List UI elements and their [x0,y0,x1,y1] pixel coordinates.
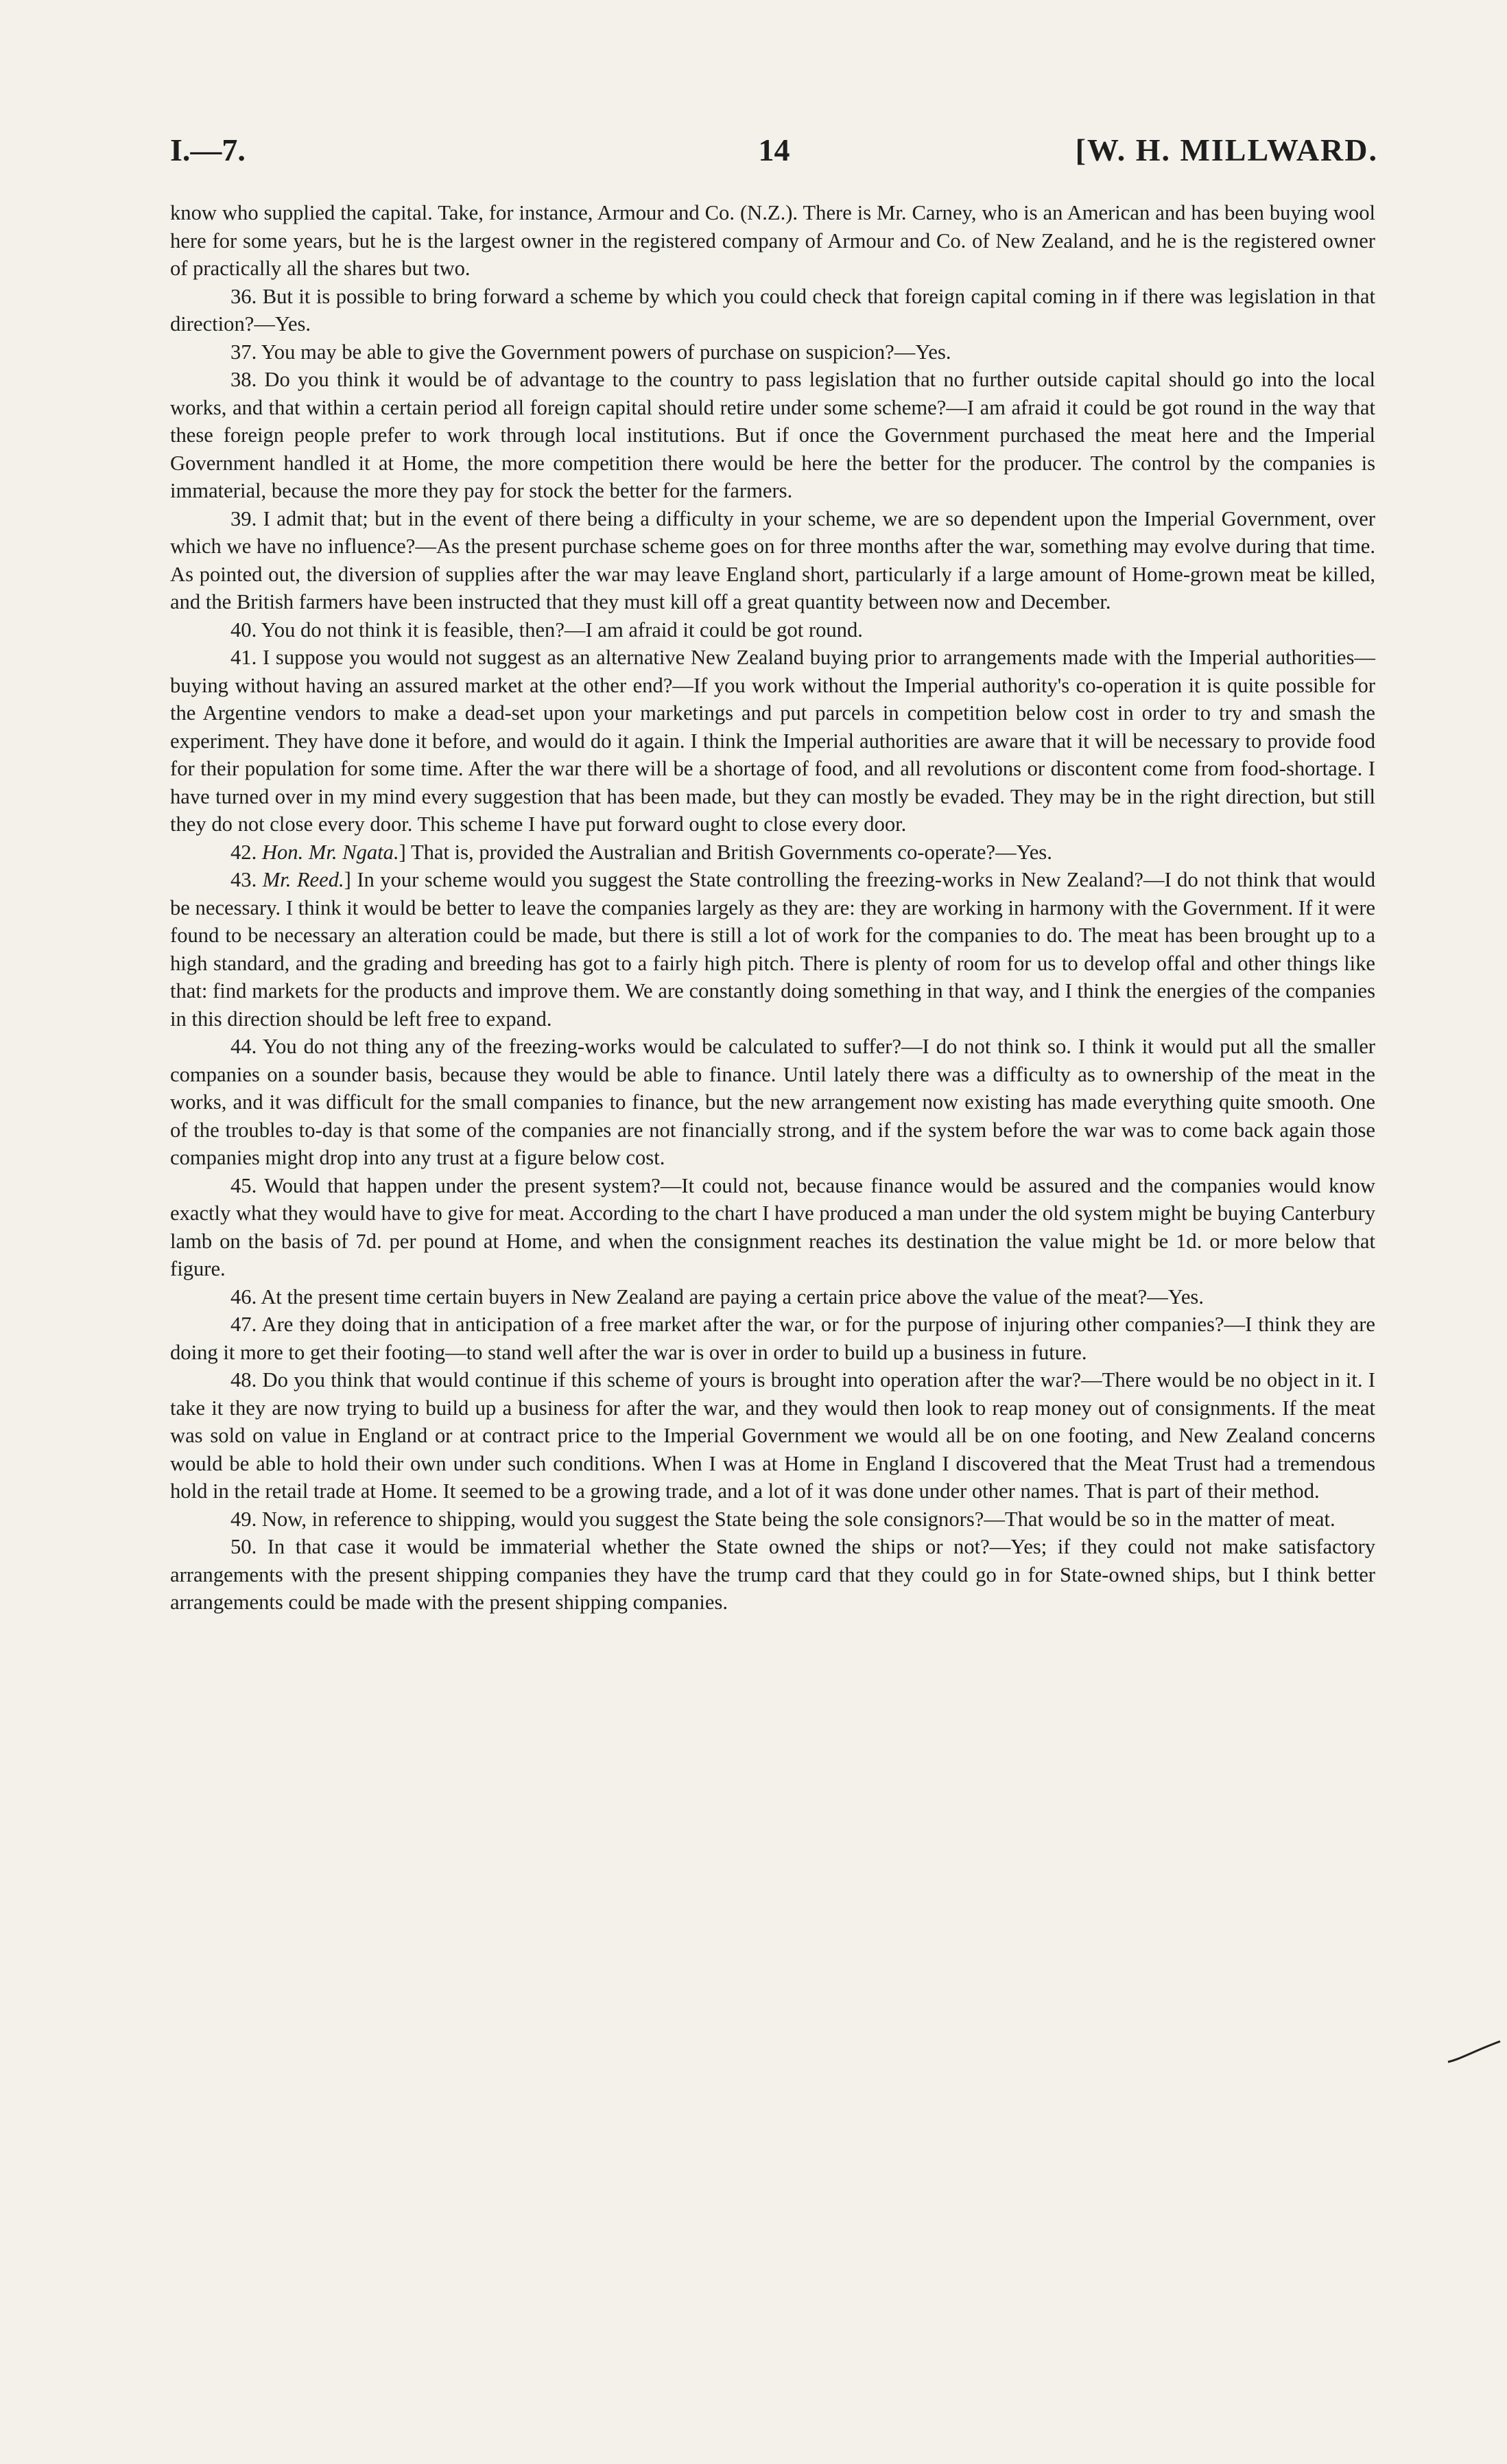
speaker-name: Hon. Mr. Ngata. [261,840,399,864]
paragraph-43: 43. Mr. Reed.] In your scheme would you suggest the State controlling the freezing-works in New Zealand?—I do not think that would be necessary. I think it would be better to leave the companies largely as they are: they are working in harmony with the Government. If it were found to be necessary an alteration could be made, but there is still a lot of work for the companies to do. The meat has been brought up to a high standard, and the grading and breeding has got to a fairly high pitch. There is plenty of room for us to develop offal and other things like that: find markets for the products and improve them. We are constantly doing something in that way, and I think the energies of the companies in this direction should be left free to expand. [170,868,1376,1031]
paragraph-48: 48. Do you think that would continue if this scheme of yours is brought into operation after the war?—There would be no object in it. I take it they are now trying to build up a business for after the war, and they would then look to reap money out of consignments. If the meat was sold on value in England or at contract price to the Imperial Government we would all be on one footing, and New Zealand concerns would be able to hold their own under such conditions. When I was at Home in England I discovered that the Meat Trust had a tremendous hold in the retail trade at Home. It seemed to be a growing trade, and a lot of it was done under other names. That is part of their method. [170,1368,1375,1503]
body-text [170,199,1375,1617]
paragraph-continued: know who supplied the capital. Take, for instance, Armour and Co. (N.Z.). There is Mr. Carney, who is an American and has been buying wool here for some years, but he is the largest owner in the registered company of Armour and Co. of New Zealand, and he is the registered owner of practically all the shares but two. [170,201,1375,280]
witness-name: [W. H. MILLWARD. [1075,132,1378,167]
paragraph-46: 46. At the present time certain buyers in New Zealand are paying a certain price above the value of the meat?—Yes. [230,1284,1204,1309]
paragraph-50: 50. In that case it would be immaterial whether the State owned the ships or not?—Yes; if they could not make satisfactory arrangements with the present shipping companies they have the trump card that they could go in for State-owned ships, but I think better arrangements could be made with the present shipping companies. [170,1535,1375,1614]
paragraph-39: 39. I admit that; but in the event of there being a difficulty in your scheme, we are so dependent upon the Imperial Government, over which we have no influence?—As the present purchase scheme goes on for three months after the war, something may evolve during that time. As pointed out, the diversion of supplies after the war may leave England short, particularly if a large amount of Home-grown meat be killed, and the British farmers have been instructed that they must kill off a great quantity between now and December. [170,506,1375,613]
paragraph-number: 43. [230,868,257,891]
paragraph-38: 38. Do you think it would be of advantage to the country to pass legislation that no further outside capital should go into the local works, and that within a certain period all foreign capital should retire under some scheme?—I am afraid it could be got round in the way that these foreign people prefer to work through local institutions. But if once the Government purchased the meat here and the Imperial Government handled it at Home, the more competition there would be here the better for the producer. The control by the companies is immaterial, because the more they pay for stock the better for the farmers. [170,368,1375,502]
paragraph-44: 44. You do not thing any of the freezing-works would be calculated to suffer?—I do not think so. I think it would put all the smaller companies on a sounder basis, because they would be able to finance. Until lately there was a difficulty as to ownership of the meat in the works, and it was difficult for the small companies to finance, but the new arrangement now existing has made everything quite smooth. One of the troubles to-day is that some of the companies are not financially strong, and if the system before the war was to come back again those companies might drop into any trust at a figure below cost. [170,1035,1375,1169]
paragraph-37: 37. You may be able to give the Government powers of purchase on suspicion?—Yes. [230,340,951,364]
document-reference: I.—7. [170,132,246,167]
paragraph-41: 41. I suppose you would not suggest as an alternative New Zealand buying prior to arrangements made with the Imperial authorities—buying without having an assured market at the other end?—If you work without the Imperial authority's co-operation it is quite possible for the Argentine vendors to make a dead-set upon your marketings and put parcels in competition below cost in order to try and smash the experiment. They have done it before, and would do it again. I think the Imperial authorities are aware that it will be necessary to provide food for their population for some time. After the war there will be a shortage of food, and all revolutions or discontent come from food-shortage. I have turned over in my mind every suggestion that has been made, but they can mostly be evaded. They may be in the right direction, but still they do not close every door. This scheme I have put forward ought to close every door. [170,646,1375,836]
paragraph-36: 36. But it is possible to bring forward a scheme by which you could check that foreign capital coming in if there was legislation in that direction?—Yes. [170,284,1375,336]
page-number: 14 [758,132,790,167]
paragraph-number: 42. [230,840,257,864]
page-header [170,132,1378,180]
pen-mark-icon [1447,2039,1502,2066]
paragraph-49: 49. Now, in reference to shipping, would you suggest the State being the sole consignors?—That would be so in the matter of meat. [230,1507,1336,1531]
paragraph-47: 47. Are they doing that in anticipation of a free market after the war, or for the purpose of injuring other companies?—I think they are doing it more to get their footing—to stand well after the war is over in order to build up a business in future. [170,1313,1375,1364]
speaker-name: Mr. Reed. [262,868,344,891]
paragraph-42: 42. Hon. Mr. Ngata.] That is, provided the Australian and British Governments co-operate?—Yes. [230,840,1052,864]
paragraph-text: In your scheme would you suggest the State controlling the freezing-works in New Zealand?—I do not think that would be necessary. I think it would be better to leave the companies largely as they are: they are working in harmony with the Government. If it were found to be necessary an alteration could be made, but there is still a lot of work for the companies to do. The meat has been brought up to a high standard, and the grading and breeding has got to a fairly high pitch. There is plenty of room for us to develop offal and other things like that: find markets for the products and improve them. We are constantly doing something in that way, and I think the energies of the companies in this direction should be left free to expand. [170,868,1376,1031]
paragraph-text: That is, provided the Australian and British Governments co-operate?—Yes. [410,840,1052,864]
paragraph-40: 40. You do not think it is feasible, then?—I am afraid it could be got round. [230,618,863,642]
paragraph-45: 45. Would that happen under the present system?—It could not, because finance would be assured and the companies would know exactly what they would have to give for meat. According to the chart I have produced a man under the old system might be buying Canterbury lamb on the basis of 7d. per pound at Home, and when the consignment reaches its destination the value might be 1d. or more below that figure. [170,1173,1375,1280]
